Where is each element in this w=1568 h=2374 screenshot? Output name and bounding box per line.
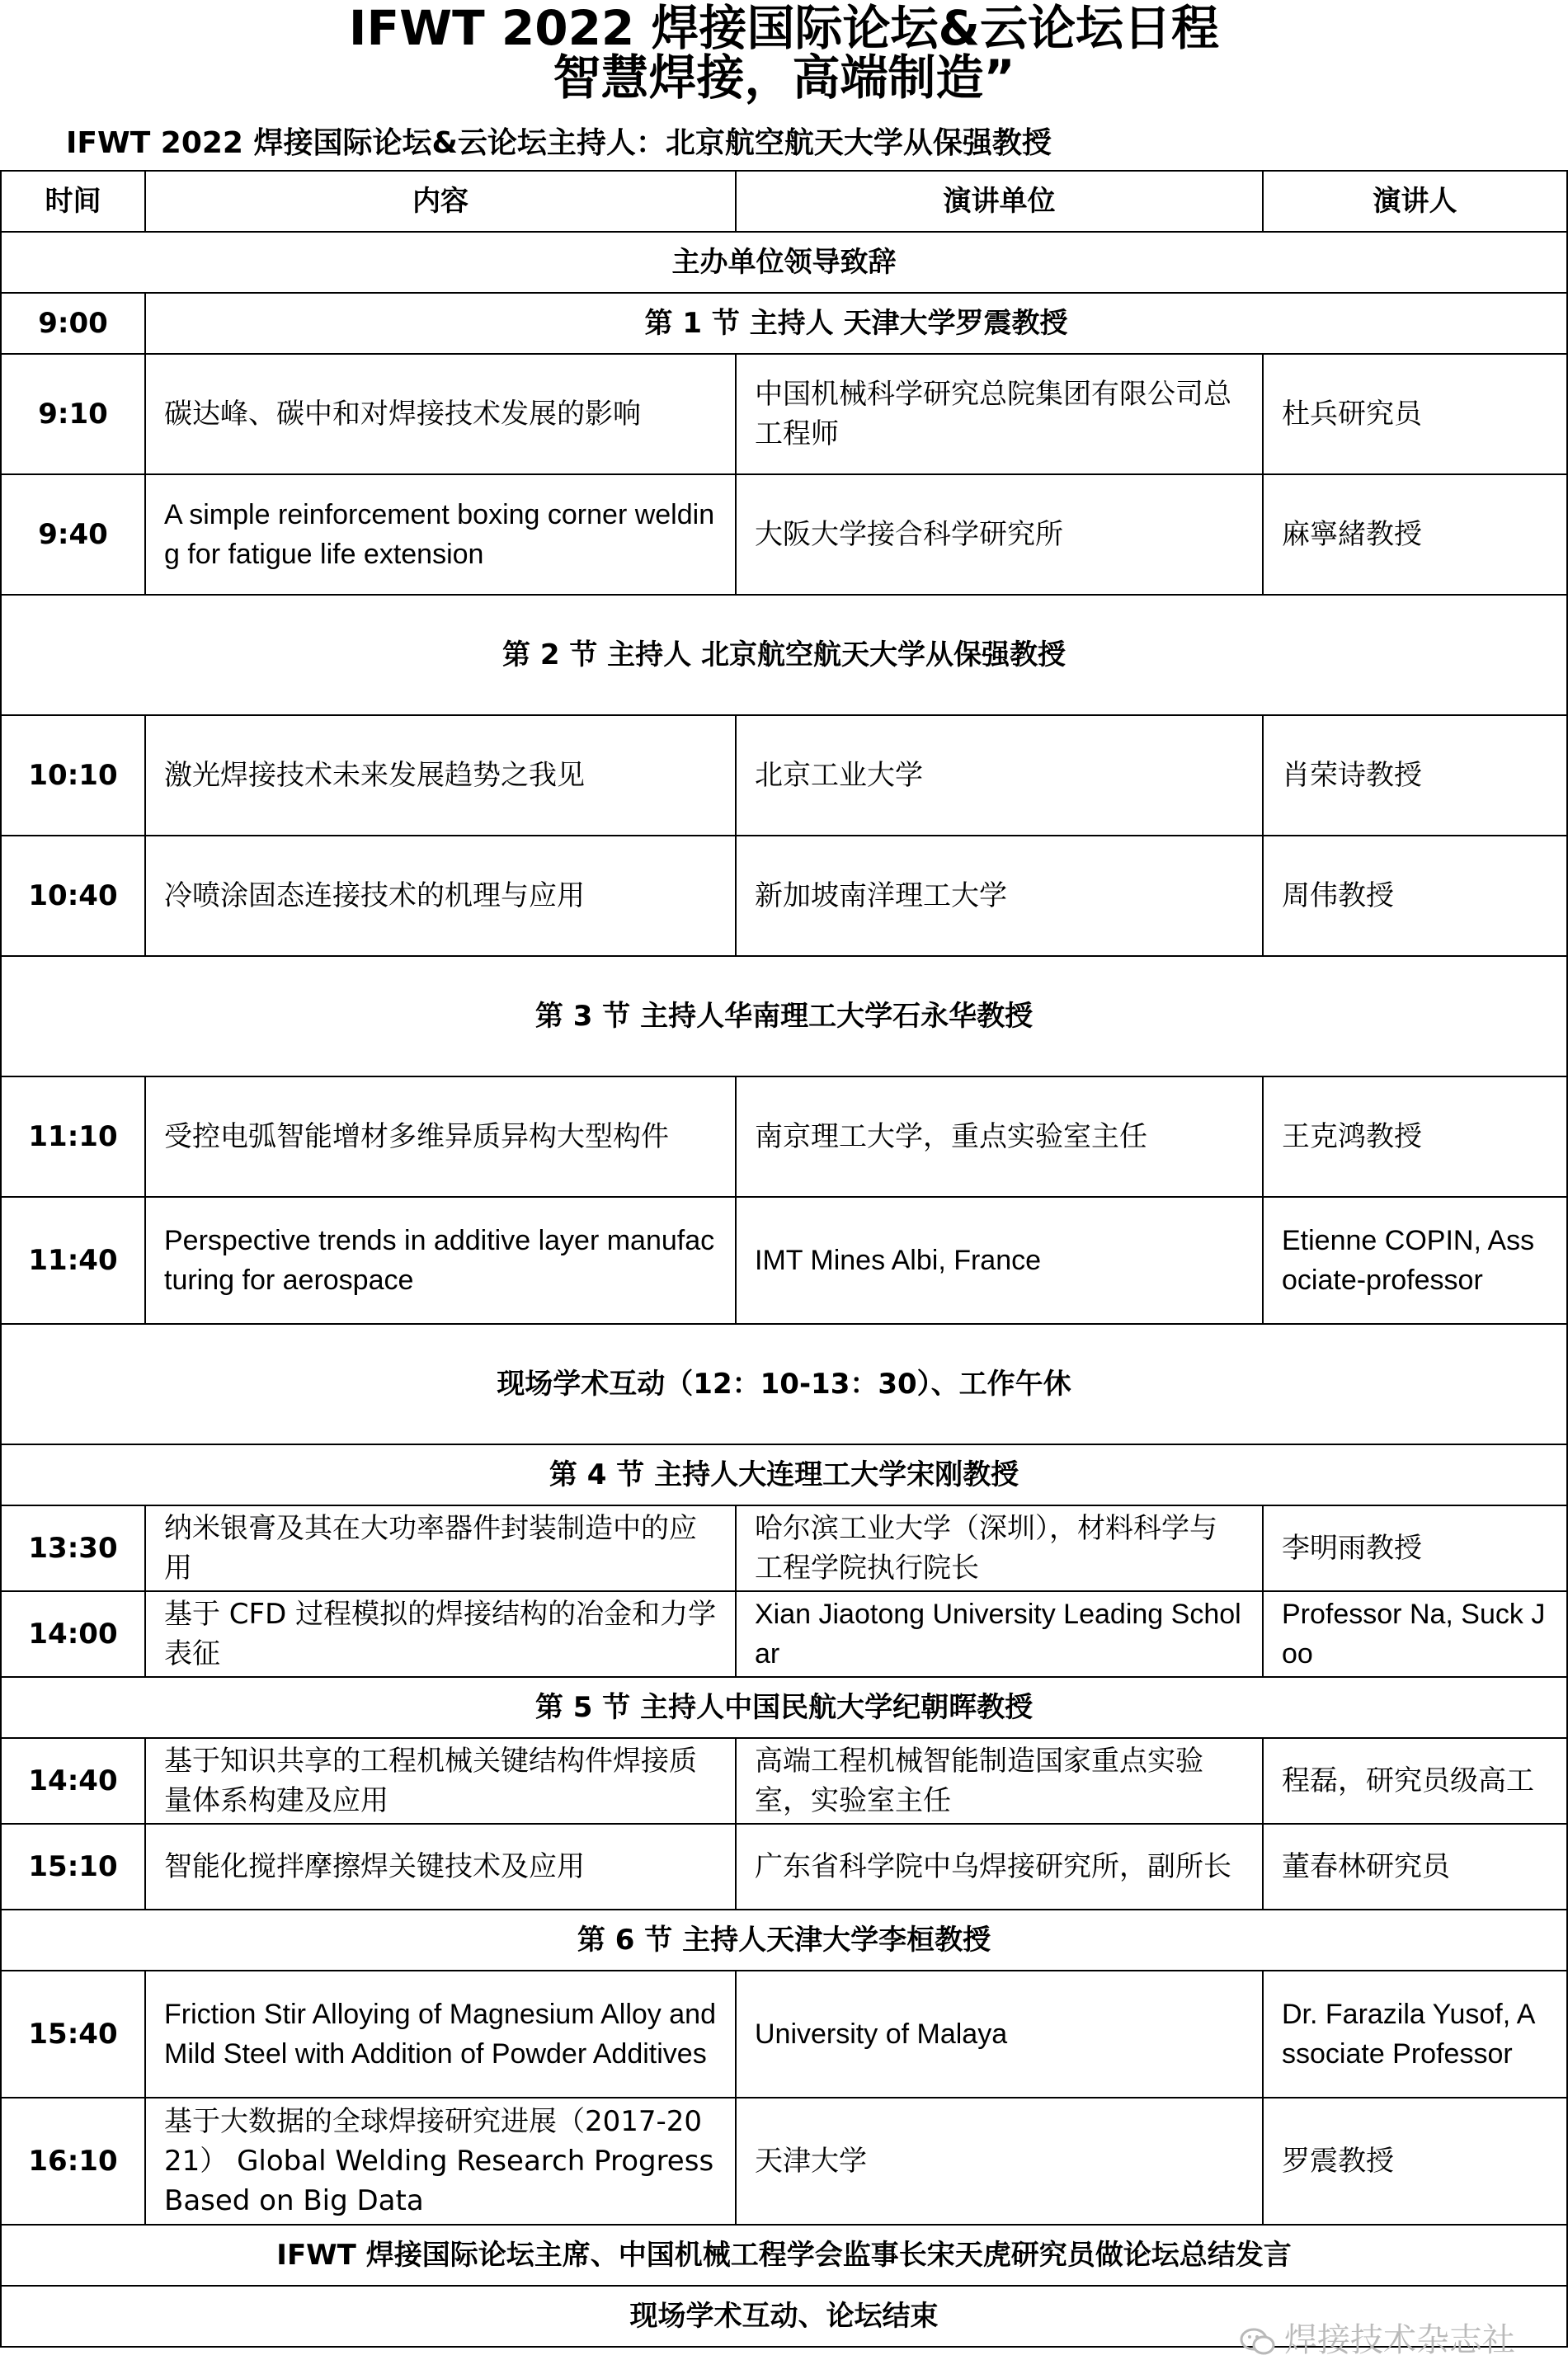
table-row <box>1 1971 1567 2098</box>
speaker-unit-cell: 南京理工大学，重点实验室主任 <box>736 1076 1263 1197</box>
speaker-name-cell: Etienne COPIN, Associate-professor <box>1263 1197 1567 1324</box>
section-label: 第 4 节 主持人大连理工大学宋刚教授 <box>1 1444 1567 1505</box>
watermark-text: 焊接技术杂志社 <box>1284 2321 1515 2359</box>
talk-title-cell: 基于知识共享的工程机械关键结构件焊接质量体系构建及应用 <box>145 1738 736 1824</box>
speaker-name-cell: Professor Na, Suck Joo <box>1263 1591 1567 1677</box>
time-cell: 14:00 <box>1 1591 145 1677</box>
table-row <box>1 715 1567 836</box>
section-label: 第 3 节 主持人华南理工大学石永华教授 <box>1 956 1567 1076</box>
talk-title-cell: 冷喷涂固态连接技术的机理与应用 <box>145 836 736 956</box>
speaker-name-cell: Dr. Farazila Yusof, Associate Professor <box>1263 1971 1567 2098</box>
talk-title-cell: 基于 CFD 过程模拟的焊接结构的冶金和力学表征 <box>145 1591 736 1677</box>
table-row <box>1 2098 1567 2225</box>
speaker-unit-cell: 大阪大学接合科学研究所 <box>736 474 1263 595</box>
section-row <box>1 956 1567 1076</box>
speaker-unit-cell: 天津大学 <box>736 2098 1263 2225</box>
header-time: 时间 <box>1 171 145 232</box>
speaker-unit-cell: 广东省科学院中乌焊接研究所，副所长 <box>736 1824 1263 1910</box>
schedule-table <box>0 170 1568 2348</box>
session-label: 第 1 节 主持人 天津大学罗震教授 <box>145 293 1567 354</box>
section-label: 第 2 节 主持人 北京航空航天大学从保强教授 <box>1 595 1567 715</box>
section-label: 现场学术互动、论坛结束 <box>1 2286 1567 2347</box>
time-cell: 11:40 <box>1 1197 145 1324</box>
page-title: IFWT 2022 焊接国际论坛&云论坛日程 <box>348 0 1220 56</box>
section-label: 第 5 节 主持人中国民航大学纪朝晖教授 <box>1 1677 1567 1738</box>
talk-title-cell: A simple reinforcement boxing corner welding for fatigue life extension <box>145 474 736 595</box>
talk-title-cell: 智能化搅拌摩擦焊关键技术及应用 <box>145 1824 736 1910</box>
time-cell: 9:40 <box>1 474 145 595</box>
header-unit: 演讲单位 <box>736 171 1263 232</box>
table-row <box>1 1738 1567 1824</box>
talk-title-cell: 基于大数据的全球焊接研究进展（2017-2021） Global Welding Research Progress Based on Big Data <box>145 2098 736 2225</box>
time-cell: 13:30 <box>1 1505 145 1591</box>
speaker-name-cell: 李明雨教授 <box>1263 1505 1567 1591</box>
section-row <box>1 1910 1567 1971</box>
speaker-unit-cell: 中国机械科学研究总院集团有限公司总工程师 <box>736 354 1263 474</box>
section-row <box>1 2225 1567 2286</box>
section-label: 现场学术互动（12：10-13：30）、工作午休 <box>1 1324 1567 1444</box>
speaker-name-cell: 王克鸿教授 <box>1263 1076 1567 1197</box>
table-row <box>1 836 1567 956</box>
table-row <box>1 474 1567 595</box>
speaker-unit-cell: University of Malaya <box>736 1971 1263 2098</box>
watermark <box>1240 2318 1515 2362</box>
speaker-unit-cell: 高端工程机械智能制造国家重点实验室，实验室主任 <box>736 1738 1263 1824</box>
section-row <box>1 595 1567 715</box>
section-label: 主办单位领导致辞 <box>1 232 1567 293</box>
header-content: 内容 <box>145 171 736 232</box>
speaker-name-cell: 肖荣诗教授 <box>1263 715 1567 836</box>
speaker-name-cell: 罗震教授 <box>1263 2098 1567 2225</box>
time-cell: 15:10 <box>1 1824 145 1910</box>
speaker-unit-cell: 哈尔滨工业大学（深圳），材料科学与工程学院执行院长 <box>736 1505 1263 1591</box>
section-label: IFWT 焊接国际论坛主席、中国机械工程学会监事长宋天虎研究员做论坛总结发言 <box>1 2225 1567 2286</box>
table-row <box>1 1076 1567 1197</box>
table-row <box>1 1824 1567 1910</box>
talk-title-cell: 受控电弧智能增材多维异质异构大型构件 <box>145 1076 736 1197</box>
time-cell: 14:40 <box>1 1738 145 1824</box>
time-cell: 11:10 <box>1 1076 145 1197</box>
time-cell: 9:00 <box>1 293 145 354</box>
time-cell: 10:40 <box>1 836 145 956</box>
time-cell: 9:10 <box>1 354 145 474</box>
talk-title-cell: Friction Stir Alloying of Magnesium Alloy and Mild Steel with Addition of Powder Additives <box>145 1971 736 2098</box>
speaker-unit-cell: Xian Jiaotong University Leading Scholar <box>736 1591 1263 1677</box>
speaker-unit-cell: IMT Mines Albi, France <box>736 1197 1263 1324</box>
header-speaker: 演讲人 <box>1263 171 1567 232</box>
session-row <box>1 293 1567 354</box>
section-row <box>1 1324 1567 1444</box>
table-row <box>1 1591 1567 1677</box>
speaker-name-cell: 程磊，研究员级高工 <box>1263 1738 1567 1824</box>
talk-title-cell: 激光焊接技术未来发展趋势之我见 <box>145 715 736 836</box>
section-row <box>1 232 1567 293</box>
talk-title-cell: 纳米银膏及其在大功率器件封装制造中的应用 <box>145 1505 736 1591</box>
time-cell: 10:10 <box>1 715 145 836</box>
section-row <box>1 1444 1567 1505</box>
table-row <box>1 1197 1567 1324</box>
speaker-unit-cell: 新加坡南洋理工大学 <box>736 836 1263 956</box>
talk-title-cell: Perspective trends in additive layer manufacturing for aerospace <box>145 1197 736 1324</box>
speaker-name-cell: 麻寧緒教授 <box>1263 474 1567 595</box>
speaker-name-cell: 董春林研究员 <box>1263 1824 1567 1910</box>
section-row <box>1 1677 1567 1738</box>
table-row <box>1 354 1567 474</box>
speaker-name-cell: 周伟教授 <box>1263 836 1567 956</box>
table-header-row <box>1 171 1567 232</box>
section-label: 第 6 节 主持人天津大学李桓教授 <box>1 1910 1567 1971</box>
table-row <box>1 1505 1567 1591</box>
talk-title-cell: 碳达峰、碳中和对焊接技术发展的影响 <box>145 354 736 474</box>
forum-host-line: IFWT 2022 焊接国际论坛&云论坛主持人：北京航空航天大学从保强教授 <box>66 126 1052 160</box>
time-cell: 16:10 <box>1 2098 145 2225</box>
wechat-icon <box>1240 2328 1276 2356</box>
speaker-unit-cell: 北京工业大学 <box>736 715 1263 836</box>
time-cell: 15:40 <box>1 1971 145 2098</box>
speaker-name-cell: 杜兵研究员 <box>1263 354 1567 474</box>
page-subtitle: 智慧焊接，高端制造” <box>553 49 1015 106</box>
